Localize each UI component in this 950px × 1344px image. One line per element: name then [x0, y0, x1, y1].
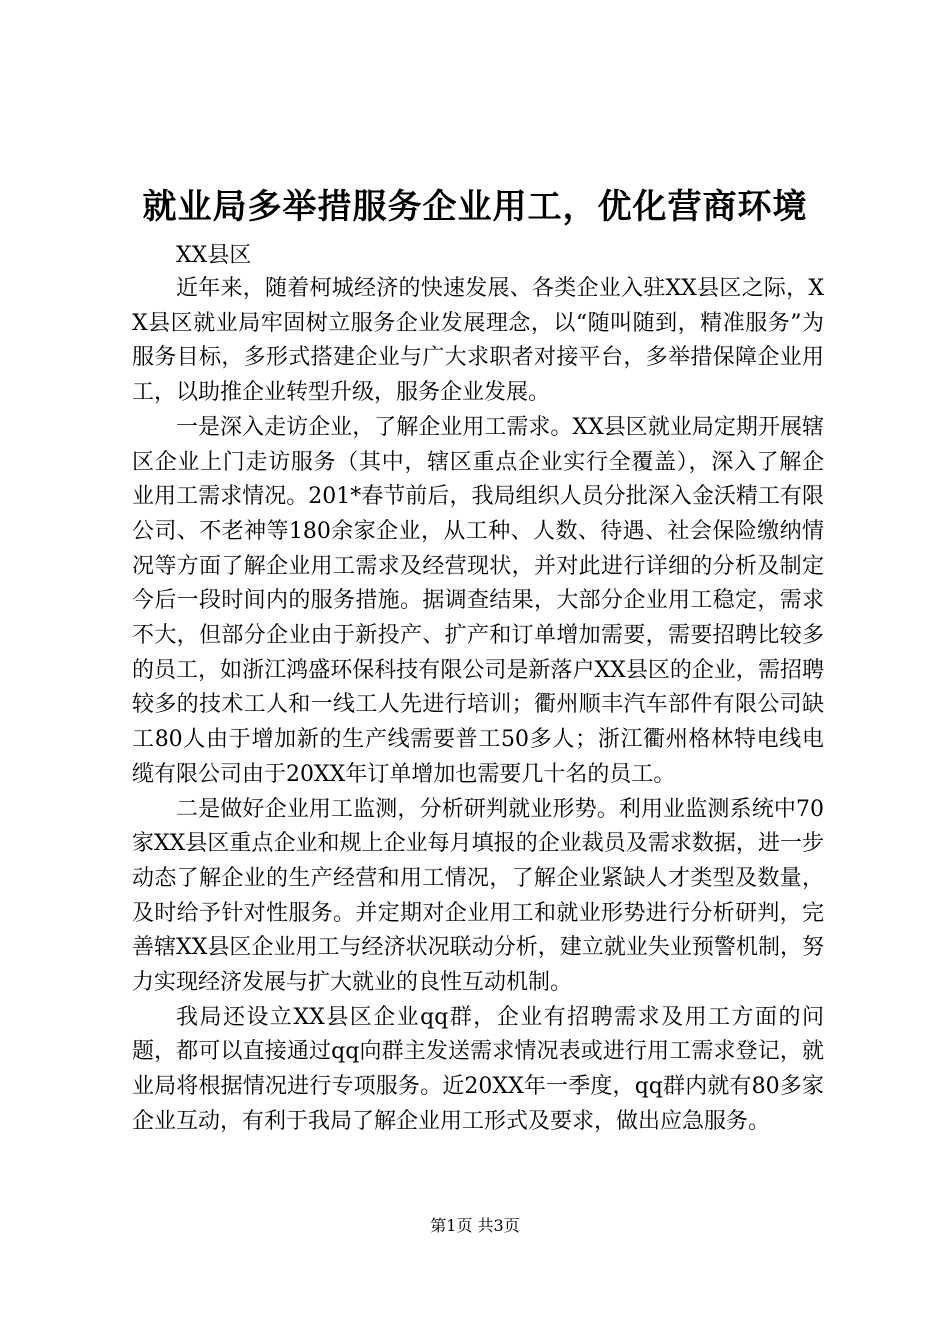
- paragraph-visits: 一是深入走访企业，了解企业用工需求。XX县区就业局定期开展辖区企业上门走访服务（其中，辖区重点企业实行全覆盖），深入了解企业用工需求情况。201*春节前后，我局组织人员分批深入金沃精工有限公司、不老神等180余家企业，从工种、人数、待遇、社会保险缴纳情况等方面了解企业用工需求及经营现状，并对此进行详细的分析及制定今后一段时间内的服务措施。据调查结果，大部分企业用工稳定，需求不大，但部分企业由于新投产、扩产和订单增加需要，需要招聘比较多的员工，如浙江鸿盛环保科技有限公司是新落户XX县区的企业，需招聘较多的技术工人和一线工人先进行培训；衢州顺丰汽车部件有限公司缺工80人由于增加新的生产线需要普工50多人；浙江衢州格林特电线电缆有限公司由于20XX年订单增加也需要几十名的员工。: [132, 414, 824, 787]
- paragraph-qq-group: 我局还设立XX县区企业qq群，企业有招聘需求及用工方面的问题，都可以直接通过qq向群主发送需求情况表或进行用工需求登记，就业局将根据情况进行专项服务。近20XX年一季度，qq群内就有80多家企业互动，有利于我局了解企业用工形式及要求，做出应急服务。: [132, 1004, 824, 1134]
- paragraph-monitoring: 二是做好企业用工监测，分析研判就业形势。利用业监测系统中70家XX县区重点企业和规上企业每月填报的企业裁员及需求数据，进一步动态了解企业的生产经营和用工情况，了解企业紧缺人才类型及数量，及时给予针对性服务。并定期对企业用工和就业形势进行分析研判，完善辖XX县区企业用工与经济状况联动分析，建立就业失业预警机制，努力实现经济发展与扩大就业的良性互动机制。: [132, 796, 824, 996]
- page-footer: 第1页 共3页: [430, 1216, 520, 1235]
- paragraph-intro: 近年来，随着柯城经济的快速发展、各类企业入驻XX县区之际，XX县区就业局牢固树立服务企业发展理念，以“随叫随到，精准服务”为服务目标，多形式搭建企业与广大求职者对接平台，多举措保障企业用工，以助推企业转型升级，服务企业发展。: [132, 276, 824, 406]
- document-author: XX县区: [176, 243, 252, 268]
- document-body: [132, 272, 824, 1140]
- document-title: 就业局多举措服务企业用工，优化营商环境: [142, 187, 808, 227]
